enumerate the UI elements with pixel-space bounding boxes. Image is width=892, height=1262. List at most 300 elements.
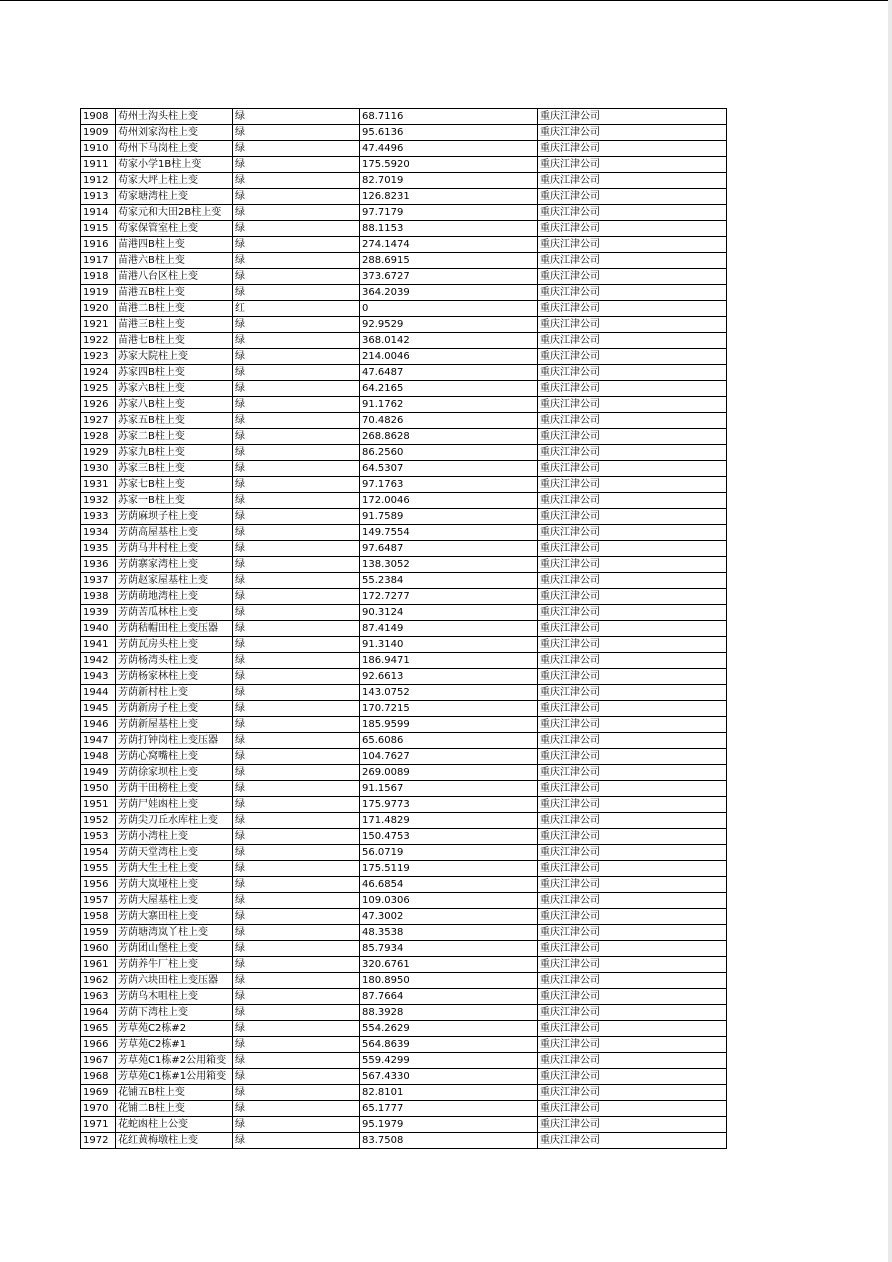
status-color-cell: 绿	[233, 925, 360, 941]
status-color-cell: 绿	[233, 653, 360, 669]
row-number-cell: 1940	[81, 621, 116, 637]
transformer-name-cell: 花铺二B柱上变	[116, 1101, 233, 1117]
transformer-name-cell: 芳荫新屋基柱上变	[116, 717, 233, 733]
load-value-cell: 47.3002	[360, 909, 538, 925]
row-number-cell: 1915	[81, 221, 116, 237]
transformer-name-cell: 芳荫乌木咀柱上变	[116, 989, 233, 1005]
load-value-cell: 56.0719	[360, 845, 538, 861]
company-name-cell: 重庆江津公司	[538, 813, 727, 829]
transformer-name-cell: 芳草苑C1栋#1公用箱变	[116, 1069, 233, 1085]
status-color-cell: 绿	[233, 269, 360, 285]
load-value-cell: 95.6136	[360, 125, 538, 141]
table-row	[81, 525, 727, 541]
company-name-cell: 重庆江津公司	[538, 445, 727, 461]
transformer-name-cell: 苏家大院柱上变	[116, 349, 233, 365]
transformer-name-cell: 芳荫下湾柱上变	[116, 1005, 233, 1021]
transformer-name-cell: 芳荫徐家坝柱上变	[116, 765, 233, 781]
transformer-name-cell: 苟家大坪上柱上变	[116, 173, 233, 189]
load-value-cell: 320.6761	[360, 957, 538, 973]
transformer-name-cell: 苏家三B柱上变	[116, 461, 233, 477]
company-name-cell: 重庆江津公司	[538, 413, 727, 429]
row-number-cell: 1928	[81, 429, 116, 445]
transformer-name-cell: 芳荫马井村柱上变	[116, 541, 233, 557]
company-name-cell: 重庆江津公司	[538, 269, 727, 285]
table-row	[81, 349, 727, 365]
table-row	[81, 685, 727, 701]
table-row	[81, 1005, 727, 1021]
transformer-name-cell: 芳荫大生土柱上变	[116, 861, 233, 877]
load-value-cell: 109.0306	[360, 893, 538, 909]
table-row	[81, 829, 727, 845]
transformer-name-cell: 芳荫杨湾头柱上变	[116, 653, 233, 669]
row-number-cell: 1929	[81, 445, 116, 461]
load-value-cell: 104.7627	[360, 749, 538, 765]
transformer-name-cell: 芳荫干田榜柱上变	[116, 781, 233, 797]
table-row	[81, 605, 727, 621]
row-number-cell: 1962	[81, 973, 116, 989]
status-color-cell: 绿	[233, 765, 360, 781]
table-row	[81, 1069, 727, 1085]
transformer-name-cell: 芳荫天堂湾柱上变	[116, 845, 233, 861]
load-value-cell: 97.1763	[360, 477, 538, 493]
company-name-cell: 重庆江津公司	[538, 429, 727, 445]
company-name-cell: 重庆江津公司	[538, 125, 727, 141]
status-color-cell: 绿	[233, 573, 360, 589]
load-value-cell: 87.4149	[360, 621, 538, 637]
table-row	[81, 237, 727, 253]
row-number-cell: 1969	[81, 1085, 116, 1101]
company-name-cell: 重庆江津公司	[538, 781, 727, 797]
row-number-cell: 1923	[81, 349, 116, 365]
status-color-cell: 绿	[233, 1117, 360, 1133]
transformer-name-cell: 苗港七B柱上变	[116, 333, 233, 349]
table-row	[81, 333, 727, 349]
company-name-cell: 重庆江津公司	[538, 717, 727, 733]
load-value-cell: 46.6854	[360, 877, 538, 893]
company-name-cell: 重庆江津公司	[538, 765, 727, 781]
status-color-cell: 绿	[233, 1037, 360, 1053]
load-value-cell: 92.9529	[360, 317, 538, 333]
load-value-cell: 70.4826	[360, 413, 538, 429]
load-value-cell: 269.0089	[360, 765, 538, 781]
transformer-name-cell: 花蛇凼柱上公变	[116, 1117, 233, 1133]
transformer-name-cell: 芳荫心窝嘴柱上变	[116, 749, 233, 765]
transformer-name-cell: 芳荫秸帽田柱上变压器	[116, 621, 233, 637]
row-number-cell: 1946	[81, 717, 116, 733]
table-row	[81, 893, 727, 909]
status-color-cell: 绿	[233, 365, 360, 381]
load-value-cell: 149.7554	[360, 525, 538, 541]
table-row	[81, 381, 727, 397]
row-number-cell: 1932	[81, 493, 116, 509]
status-color-cell: 绿	[233, 125, 360, 141]
table-row	[81, 221, 727, 237]
transformer-name-cell: 苏家六B柱上变	[116, 381, 233, 397]
table-row	[81, 461, 727, 477]
table-row	[81, 413, 727, 429]
table-row	[81, 509, 727, 525]
company-name-cell: 重庆江津公司	[538, 525, 727, 541]
company-name-cell: 重庆江津公司	[538, 749, 727, 765]
table-row	[81, 493, 727, 509]
transformer-name-cell: 芳草苑C1栋#2公用箱变	[116, 1053, 233, 1069]
load-value-cell: 171.4829	[360, 813, 538, 829]
company-name-cell: 重庆江津公司	[538, 829, 727, 845]
transformer-name-cell: 苟家元和大田2B柱上变	[116, 205, 233, 221]
table-row	[81, 157, 727, 173]
row-number-cell: 1936	[81, 557, 116, 573]
row-number-cell: 1949	[81, 765, 116, 781]
table-row	[81, 445, 727, 461]
transformer-name-cell: 花红黄梅墩柱上变	[116, 1133, 233, 1149]
row-number-cell: 1933	[81, 509, 116, 525]
status-color-cell: 绿	[233, 637, 360, 653]
table-row	[81, 365, 727, 381]
table-row	[81, 957, 727, 973]
row-number-cell: 1914	[81, 205, 116, 221]
company-name-cell: 重庆江津公司	[538, 1133, 727, 1149]
status-color-cell: 绿	[233, 717, 360, 733]
table-row	[81, 285, 727, 301]
company-name-cell: 重庆江津公司	[538, 941, 727, 957]
load-value-cell: 83.7508	[360, 1133, 538, 1149]
load-value-cell: 88.3928	[360, 1005, 538, 1021]
transformer-name-cell: 芳荫塘湾岚丫柱上变	[116, 925, 233, 941]
status-color-cell: 绿	[233, 557, 360, 573]
table-body	[81, 109, 727, 1149]
company-name-cell: 重庆江津公司	[538, 573, 727, 589]
load-value-cell: 47.4496	[360, 141, 538, 157]
table-row	[81, 205, 727, 221]
status-color-cell: 绿	[233, 797, 360, 813]
load-value-cell: 97.6487	[360, 541, 538, 557]
company-name-cell: 重庆江津公司	[538, 589, 727, 605]
company-name-cell: 重庆江津公司	[538, 557, 727, 573]
status-color-cell: 绿	[233, 189, 360, 205]
row-number-cell: 1916	[81, 237, 116, 253]
status-color-cell: 绿	[233, 349, 360, 365]
row-number-cell: 1931	[81, 477, 116, 493]
row-number-cell: 1972	[81, 1133, 116, 1149]
table-row	[81, 813, 727, 829]
status-color-cell: 绿	[233, 1085, 360, 1101]
table-row	[81, 253, 727, 269]
company-name-cell: 重庆江津公司	[538, 893, 727, 909]
row-number-cell: 1971	[81, 1117, 116, 1133]
transformer-name-cell: 苏家五B柱上变	[116, 413, 233, 429]
table-row	[81, 989, 727, 1005]
transformer-name-cell: 芳荫团山堡柱上变	[116, 941, 233, 957]
load-value-cell: 214.0046	[360, 349, 538, 365]
transformer-name-cell: 苟州土沟头柱上变	[116, 109, 233, 125]
company-name-cell: 重庆江津公司	[538, 461, 727, 477]
company-name-cell: 重庆江津公司	[538, 685, 727, 701]
transformer-name-cell: 芳荫大屋基柱上变	[116, 893, 233, 909]
row-number-cell: 1938	[81, 589, 116, 605]
table-row	[81, 653, 727, 669]
row-number-cell: 1963	[81, 989, 116, 1005]
table-row	[81, 845, 727, 861]
company-name-cell: 重庆江津公司	[538, 349, 727, 365]
status-color-cell: 绿	[233, 525, 360, 541]
company-name-cell: 重庆江津公司	[538, 653, 727, 669]
table-row	[81, 941, 727, 957]
table-row	[81, 573, 727, 589]
transformer-name-cell: 芳荫六块田柱上变压器	[116, 973, 233, 989]
load-value-cell: 172.7277	[360, 589, 538, 605]
status-color-cell: 绿	[233, 477, 360, 493]
row-number-cell: 1958	[81, 909, 116, 925]
status-color-cell: 绿	[233, 413, 360, 429]
table-row	[81, 861, 727, 877]
transformer-name-cell: 芳荫养牛厂柱上变	[116, 957, 233, 973]
transformer-name-cell: 芳荫麻坝子柱上变	[116, 509, 233, 525]
row-number-cell: 1961	[81, 957, 116, 973]
load-value-cell: 48.3538	[360, 925, 538, 941]
row-number-cell: 1934	[81, 525, 116, 541]
status-color-cell: 绿	[233, 749, 360, 765]
transformer-name-cell: 芳草苑C2栋#1	[116, 1037, 233, 1053]
transformer-name-cell: 苟州下马岗柱上变	[116, 141, 233, 157]
load-value-cell: 364.2039	[360, 285, 538, 301]
table-row	[81, 1085, 727, 1101]
status-color-cell: 绿	[233, 461, 360, 477]
status-color-cell: 绿	[233, 493, 360, 509]
status-color-cell: 绿	[233, 941, 360, 957]
table-row	[81, 1037, 727, 1053]
table-row	[81, 797, 727, 813]
transformer-table	[80, 108, 727, 1149]
status-color-cell: 绿	[233, 221, 360, 237]
load-value-cell: 143.0752	[360, 685, 538, 701]
transformer-name-cell: 苏家一B柱上变	[116, 493, 233, 509]
status-color-cell: 绿	[233, 813, 360, 829]
table-row	[81, 765, 727, 781]
row-number-cell: 1965	[81, 1021, 116, 1037]
table-row	[81, 1117, 727, 1133]
status-color-cell: 绿	[233, 397, 360, 413]
table-row	[81, 1133, 727, 1149]
row-number-cell: 1948	[81, 749, 116, 765]
load-value-cell: 150.4753	[360, 829, 538, 845]
table-row	[81, 141, 727, 157]
company-name-cell: 重庆江津公司	[538, 173, 727, 189]
status-color-cell: 绿	[233, 141, 360, 157]
load-value-cell: 68.7116	[360, 109, 538, 125]
company-name-cell: 重庆江津公司	[538, 1053, 727, 1069]
table-row	[81, 189, 727, 205]
company-name-cell: 重庆江津公司	[538, 205, 727, 221]
status-color-cell: 绿	[233, 157, 360, 173]
company-name-cell: 重庆江津公司	[538, 253, 727, 269]
page-right-edge	[888, 0, 892, 1262]
status-color-cell: 绿	[233, 205, 360, 221]
load-value-cell: 64.5307	[360, 461, 538, 477]
load-value-cell: 564.8639	[360, 1037, 538, 1053]
company-name-cell: 重庆江津公司	[538, 1085, 727, 1101]
status-color-cell: 绿	[233, 989, 360, 1005]
status-color-cell: 绿	[233, 845, 360, 861]
transformer-name-cell: 芳草苑C2栋#2	[116, 1021, 233, 1037]
company-name-cell: 重庆江津公司	[538, 733, 727, 749]
status-color-cell: 绿	[233, 173, 360, 189]
row-number-cell: 1922	[81, 333, 116, 349]
table-row	[81, 701, 727, 717]
status-color-cell: 绿	[233, 429, 360, 445]
table-row	[81, 589, 727, 605]
company-name-cell: 重庆江津公司	[538, 973, 727, 989]
load-value-cell: 0	[360, 301, 538, 317]
transformer-name-cell: 苏家二B柱上变	[116, 429, 233, 445]
table-row	[81, 317, 727, 333]
load-value-cell: 65.1777	[360, 1101, 538, 1117]
row-number-cell: 1920	[81, 301, 116, 317]
row-number-cell: 1913	[81, 189, 116, 205]
status-color-cell: 绿	[233, 605, 360, 621]
transformer-name-cell: 芳荫高屋基柱上变	[116, 525, 233, 541]
row-number-cell: 1917	[81, 253, 116, 269]
load-value-cell: 368.0142	[360, 333, 538, 349]
company-name-cell: 重庆江津公司	[538, 1069, 727, 1085]
table-row	[81, 429, 727, 445]
company-name-cell: 重庆江津公司	[538, 285, 727, 301]
load-value-cell: 55.2384	[360, 573, 538, 589]
row-number-cell: 1919	[81, 285, 116, 301]
status-color-cell: 绿	[233, 1021, 360, 1037]
load-value-cell: 185.9599	[360, 717, 538, 733]
row-number-cell: 1952	[81, 813, 116, 829]
company-name-cell: 重庆江津公司	[538, 141, 727, 157]
row-number-cell: 1968	[81, 1069, 116, 1085]
load-value-cell: 554.2629	[360, 1021, 538, 1037]
status-color-cell: 绿	[233, 733, 360, 749]
company-name-cell: 重庆江津公司	[538, 397, 727, 413]
load-value-cell: 175.5920	[360, 157, 538, 173]
load-value-cell: 91.7589	[360, 509, 538, 525]
table-row	[81, 301, 727, 317]
table-row	[81, 909, 727, 925]
row-number-cell: 1942	[81, 653, 116, 669]
row-number-cell: 1937	[81, 573, 116, 589]
load-value-cell: 90.3124	[360, 605, 538, 621]
table-row	[81, 781, 727, 797]
table-row	[81, 749, 727, 765]
table-row	[81, 173, 727, 189]
table-row	[81, 541, 727, 557]
row-number-cell: 1967	[81, 1053, 116, 1069]
load-value-cell: 64.2165	[360, 381, 538, 397]
company-name-cell: 重庆江津公司	[538, 381, 727, 397]
transformer-name-cell: 芳荫尖刀丘水库柱上变	[116, 813, 233, 829]
table-row	[81, 973, 727, 989]
transformer-name-cell: 芳荫大寨田柱上变	[116, 909, 233, 925]
row-number-cell: 1918	[81, 269, 116, 285]
row-number-cell: 1954	[81, 845, 116, 861]
status-color-cell: 绿	[233, 669, 360, 685]
company-name-cell: 重庆江津公司	[538, 605, 727, 621]
row-number-cell: 1930	[81, 461, 116, 477]
transformer-name-cell: 苟家小学1B柱上变	[116, 157, 233, 173]
load-value-cell: 175.5119	[360, 861, 538, 877]
load-value-cell: 373.6727	[360, 269, 538, 285]
status-color-cell: 绿	[233, 877, 360, 893]
transformer-name-cell: 苗港四B柱上变	[116, 237, 233, 253]
row-number-cell: 1951	[81, 797, 116, 813]
transformer-name-cell: 芳荫大岚垭柱上变	[116, 877, 233, 893]
page-top-rule	[0, 0, 890, 1]
status-color-cell: 绿	[233, 957, 360, 973]
transformer-name-cell: 苏家七B柱上变	[116, 477, 233, 493]
company-name-cell: 重庆江津公司	[538, 1005, 727, 1021]
status-color-cell: 绿	[233, 333, 360, 349]
row-number-cell: 1910	[81, 141, 116, 157]
transformer-name-cell: 苗港三B柱上变	[116, 317, 233, 333]
transformer-name-cell: 苟家塘湾柱上变	[116, 189, 233, 205]
transformer-name-cell: 花铺五B柱上变	[116, 1085, 233, 1101]
transformer-name-cell: 芳荫新房子柱上变	[116, 701, 233, 717]
row-number-cell: 1944	[81, 685, 116, 701]
load-value-cell: 65.6086	[360, 733, 538, 749]
table-row	[81, 1101, 727, 1117]
status-color-cell: 绿	[233, 1005, 360, 1021]
transformer-name-cell: 芳荫打钟岗柱上变压器	[116, 733, 233, 749]
transformer-name-cell: 苏家八B柱上变	[116, 397, 233, 413]
company-name-cell: 重庆江津公司	[538, 333, 727, 349]
status-color-cell: 绿	[233, 589, 360, 605]
status-color-cell: 绿	[233, 621, 360, 637]
row-number-cell: 1970	[81, 1101, 116, 1117]
table-row	[81, 717, 727, 733]
transformer-name-cell: 苟州刘家沟柱上变	[116, 125, 233, 141]
company-name-cell: 重庆江津公司	[538, 1117, 727, 1133]
load-value-cell: 92.6613	[360, 669, 538, 685]
row-number-cell: 1935	[81, 541, 116, 557]
status-color-cell: 绿	[233, 1053, 360, 1069]
company-name-cell: 重庆江津公司	[538, 493, 727, 509]
row-number-cell: 1966	[81, 1037, 116, 1053]
company-name-cell: 重庆江津公司	[538, 1101, 727, 1117]
load-value-cell: 170.7215	[360, 701, 538, 717]
load-value-cell: 567.4330	[360, 1069, 538, 1085]
company-name-cell: 重庆江津公司	[538, 701, 727, 717]
status-color-cell: 绿	[233, 285, 360, 301]
company-name-cell: 重庆江津公司	[538, 317, 727, 333]
transformer-name-cell: 芳荫赵家屋基柱上变	[116, 573, 233, 589]
load-value-cell: 82.8101	[360, 1085, 538, 1101]
load-value-cell: 91.3140	[360, 637, 538, 653]
load-value-cell: 82.7019	[360, 173, 538, 189]
company-name-cell: 重庆江津公司	[538, 541, 727, 557]
status-color-cell: 绿	[233, 541, 360, 557]
row-number-cell: 1956	[81, 877, 116, 893]
status-color-cell: 红	[233, 301, 360, 317]
transformer-name-cell: 苗港二B柱上变	[116, 301, 233, 317]
load-value-cell: 186.9471	[360, 653, 538, 669]
status-color-cell: 绿	[233, 317, 360, 333]
company-name-cell: 重庆江津公司	[538, 909, 727, 925]
load-value-cell: 95.1979	[360, 1117, 538, 1133]
table-row	[81, 925, 727, 941]
transformer-name-cell: 芳荫杨家林柱上变	[116, 669, 233, 685]
row-number-cell: 1909	[81, 125, 116, 141]
transformer-name-cell: 苏家四B柱上变	[116, 365, 233, 381]
company-name-cell: 重庆江津公司	[538, 637, 727, 653]
load-value-cell: 274.1474	[360, 237, 538, 253]
table-row	[81, 397, 727, 413]
table-row	[81, 269, 727, 285]
company-name-cell: 重庆江津公司	[538, 301, 727, 317]
load-value-cell: 559.4299	[360, 1053, 538, 1069]
